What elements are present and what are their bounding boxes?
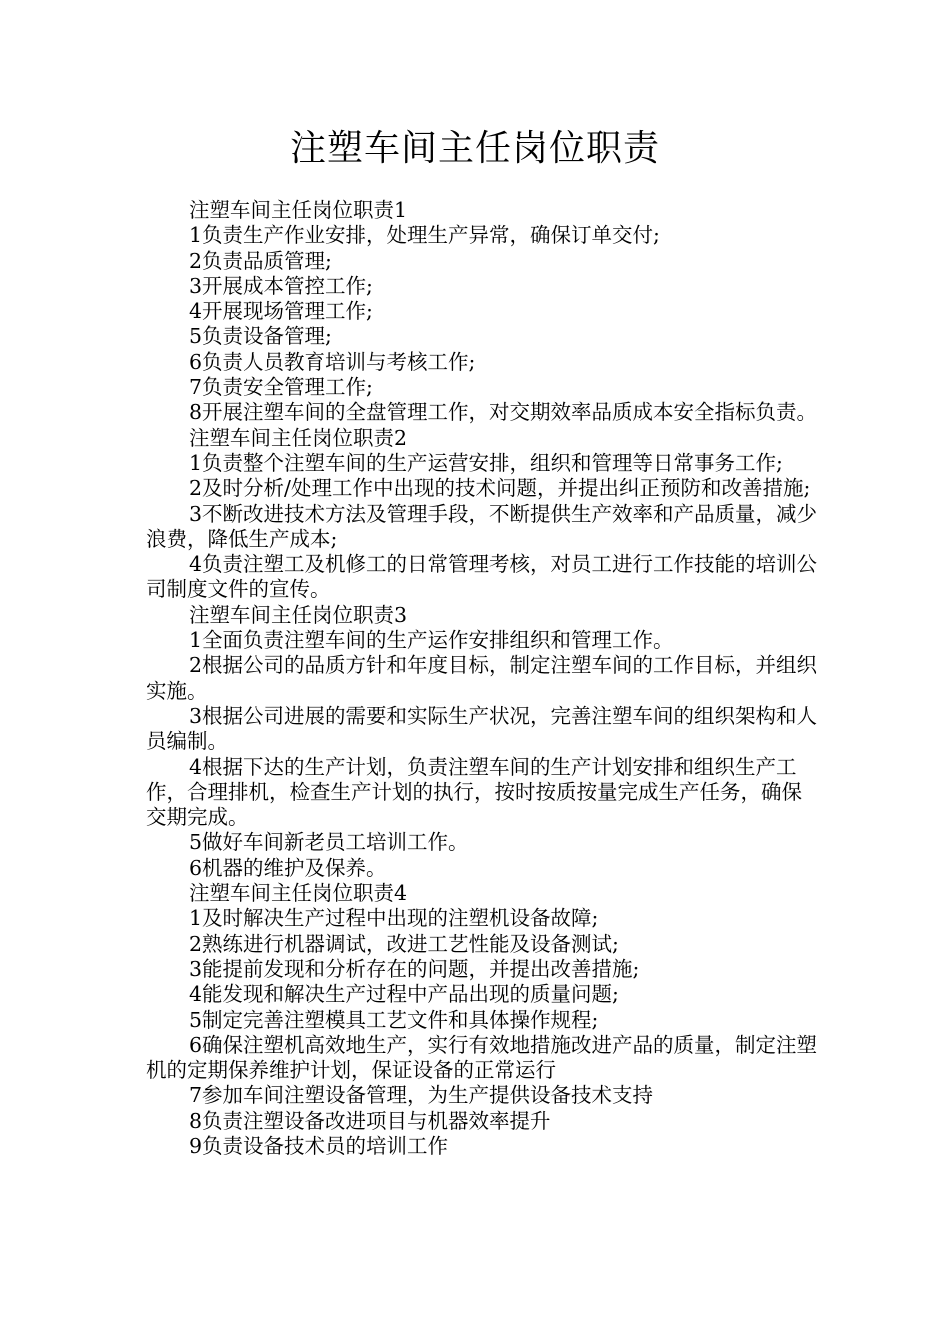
- section-heading: 注塑车间主任岗位职责1: [189, 198, 408, 222]
- duty-item: 2根据公司的品质方针和年度目标，制定注塑车间的工作目标，并组织实施。: [146, 653, 818, 703]
- section-heading: 注塑车间主任岗位职责2: [189, 425, 408, 450]
- duty-item: 9负责设备技术员的培训工作: [189, 1133, 449, 1158]
- duty-item: 5制定完善注塑模具工艺文件和具体操作规程;: [189, 1007, 599, 1032]
- duty-item: 8负责注塑设备改进项目与机器效率提升: [189, 1108, 551, 1133]
- duty-item: 4根据下达的生产计划，负责注塑车间的生产计划安排和组织生产工作，合理排机，检查生产计划的执行，按时按质按量完成生产任务，确保交期完成。: [146, 754, 802, 830]
- duty-item: 8开展注塑车间的全盘管理工作，对交期效率品质成本安全指标负责。: [189, 400, 818, 425]
- duty-item: 4能发现和解决生产过程中产品出现的质量问题;: [189, 982, 619, 1007]
- section-heading: 注塑车间主任岗位职责3: [189, 602, 408, 627]
- duty-item: 7负责安全管理工作;: [189, 375, 373, 400]
- duty-item: 5负责设备管理;: [189, 324, 332, 349]
- section-heading: 注塑车间主任岗位职责4: [189, 881, 408, 906]
- duty-item: 1负责整个注塑车间的生产运营安排，组织和管理等日常事务工作;: [189, 450, 783, 475]
- document-body: [146, 198, 822, 1159]
- duty-item: 6机器的维护及保养。: [189, 855, 387, 880]
- duty-item: 6确保注塑机高效地生产，实行有效地措施改进产品的质量，制定注塑机的定期保养维护计划，保证设备的正常运行: [146, 1032, 818, 1083]
- duty-item: 1全面负责注塑车间的生产运作安排组织和管理工作。: [189, 628, 674, 653]
- duty-item: 6负责人员教育培训与考核工作;: [189, 349, 476, 374]
- page-title: 注塑车间主任岗位职责: [289, 128, 660, 169]
- duty-item: 3开展成本管控工作;: [189, 273, 373, 298]
- duty-item: 7参加车间注塑设备管理，为生产提供设备技术支持: [189, 1083, 654, 1108]
- duty-item: 3不断改进技术方法及管理手段，不断提供生产效率和产品质量，减少浪费，降低生产成本;: [146, 501, 818, 551]
- duty-item: 4开展现场管理工作;: [189, 299, 373, 324]
- duty-item: 1及时解决生产过程中出现的注塑机设备故障;: [189, 906, 599, 931]
- duty-item: 1负责生产作业安排，处理生产异常，确保订单交付;: [189, 223, 660, 248]
- duty-item: 3根据公司进展的需要和实际生产状况，完善注塑车间的组织架构和人员编制。: [146, 703, 818, 754]
- duty-item: 3能提前发现和分析存在的问题，并提出改善措施;: [189, 956, 640, 981]
- duty-item: 2负责品质管理;: [189, 248, 332, 273]
- duty-item: 4负责注塑工及机修工的日常管理考核，对员工进行工作技能的培训公司制度文件的宣传。: [146, 552, 818, 602]
- duty-item: 2熟练进行机器调试，改进工艺性能及设备测试;: [189, 931, 619, 956]
- duty-item: 5做好车间新老员工培训工作。: [189, 830, 469, 855]
- duty-item: 2及时分析/处理工作中出现的技术问题，并提出纠正预防和改善措施;: [189, 476, 811, 501]
